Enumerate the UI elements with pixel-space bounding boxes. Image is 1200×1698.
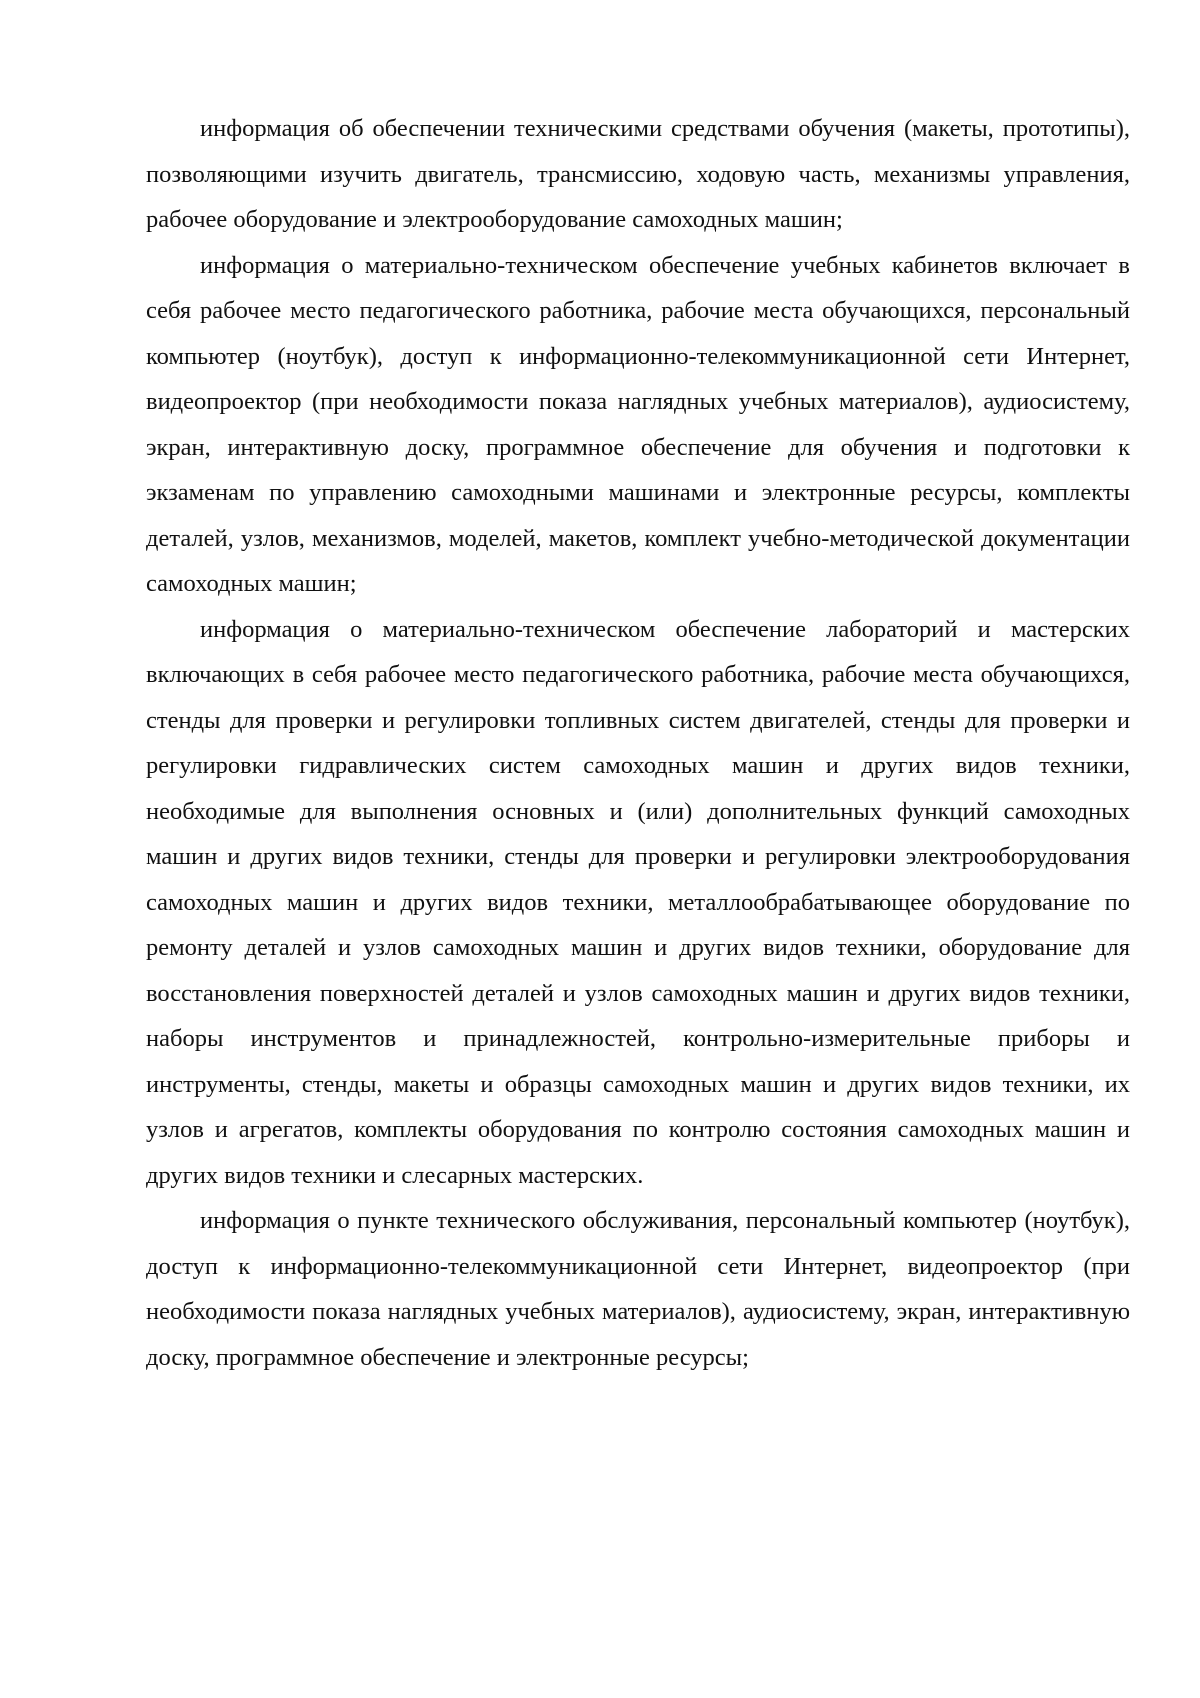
document-page bbox=[146, 106, 1130, 1380]
paragraph-service-point: информация о пункте технического обслуживания, персональный компьютер (ноутбук), доступ к информационно-телекоммуникационной сети Интернет, видеопроектор (при необходимости показа наглядных учебных материалов), аудиосистему, экран, интерактивную доску, программное обеспечение и электронные ресурсы; bbox=[146, 1207, 1130, 1371]
paragraph-technical-means: информация об обеспечении техническими средствами обучения (макеты, прототипы), позволяющими изучить двигатель, трансмиссию, ходовую часть, механизмы управления, рабочее оборудование и электрооборудование самоходных машин; bbox=[146, 115, 1130, 233]
paragraph-labs-workshops: информация о материально-техническом обеспечение лабораторий и мастерских включающих в себя рабочее место педагогического работника, рабочие места обучающихся, стенды для проверки и регулировки топливных систем двигателей, стенды для проверки и регулировки гидравлических систем самоходных машин и других видов техники, необходимые для выполнения основных и (или) дополнительных функций самоходных машин и других видов техники, стенды для проверки и регулировки электрооборудования самоходных машин и других видов техники, металлообрабатывающее оборудование по ремонту деталей и узлов самоходных машин и других видов техники, оборудование для восстановления поверхностей деталей и узлов самоходных машин и других видов техники, наборы инструментов и принадлежностей, контрольно-измерительные приборы и инструменты, стенды, макеты и образцы самоходных машин и других видов техники, их узлов и агрегатов, комплекты оборудования по контролю состояния самоходных машин и других видов техники и слесарных мастерских. bbox=[146, 615, 1130, 1189]
paragraph-classrooms: информация о материально-техническом обеспечение учебных кабинетов включает в себя рабочее место педагогического работника, рабочие места обучающихся, персональный компьютер (ноутбук), доступ к информационно-телекоммуникационной сети Интернет, видеопроектор (при необходимости показа наглядных учебных материалов), аудиосистему, экран, интерактивную доску, программное обеспечение для обучения и подготовки к экзаменам по управлению самоходными машинами и электронные ресурсы, комплекты деталей, узлов, механизмов, моделей, макетов, комплект учебно-методической документации самоходных машин; bbox=[146, 251, 1130, 597]
